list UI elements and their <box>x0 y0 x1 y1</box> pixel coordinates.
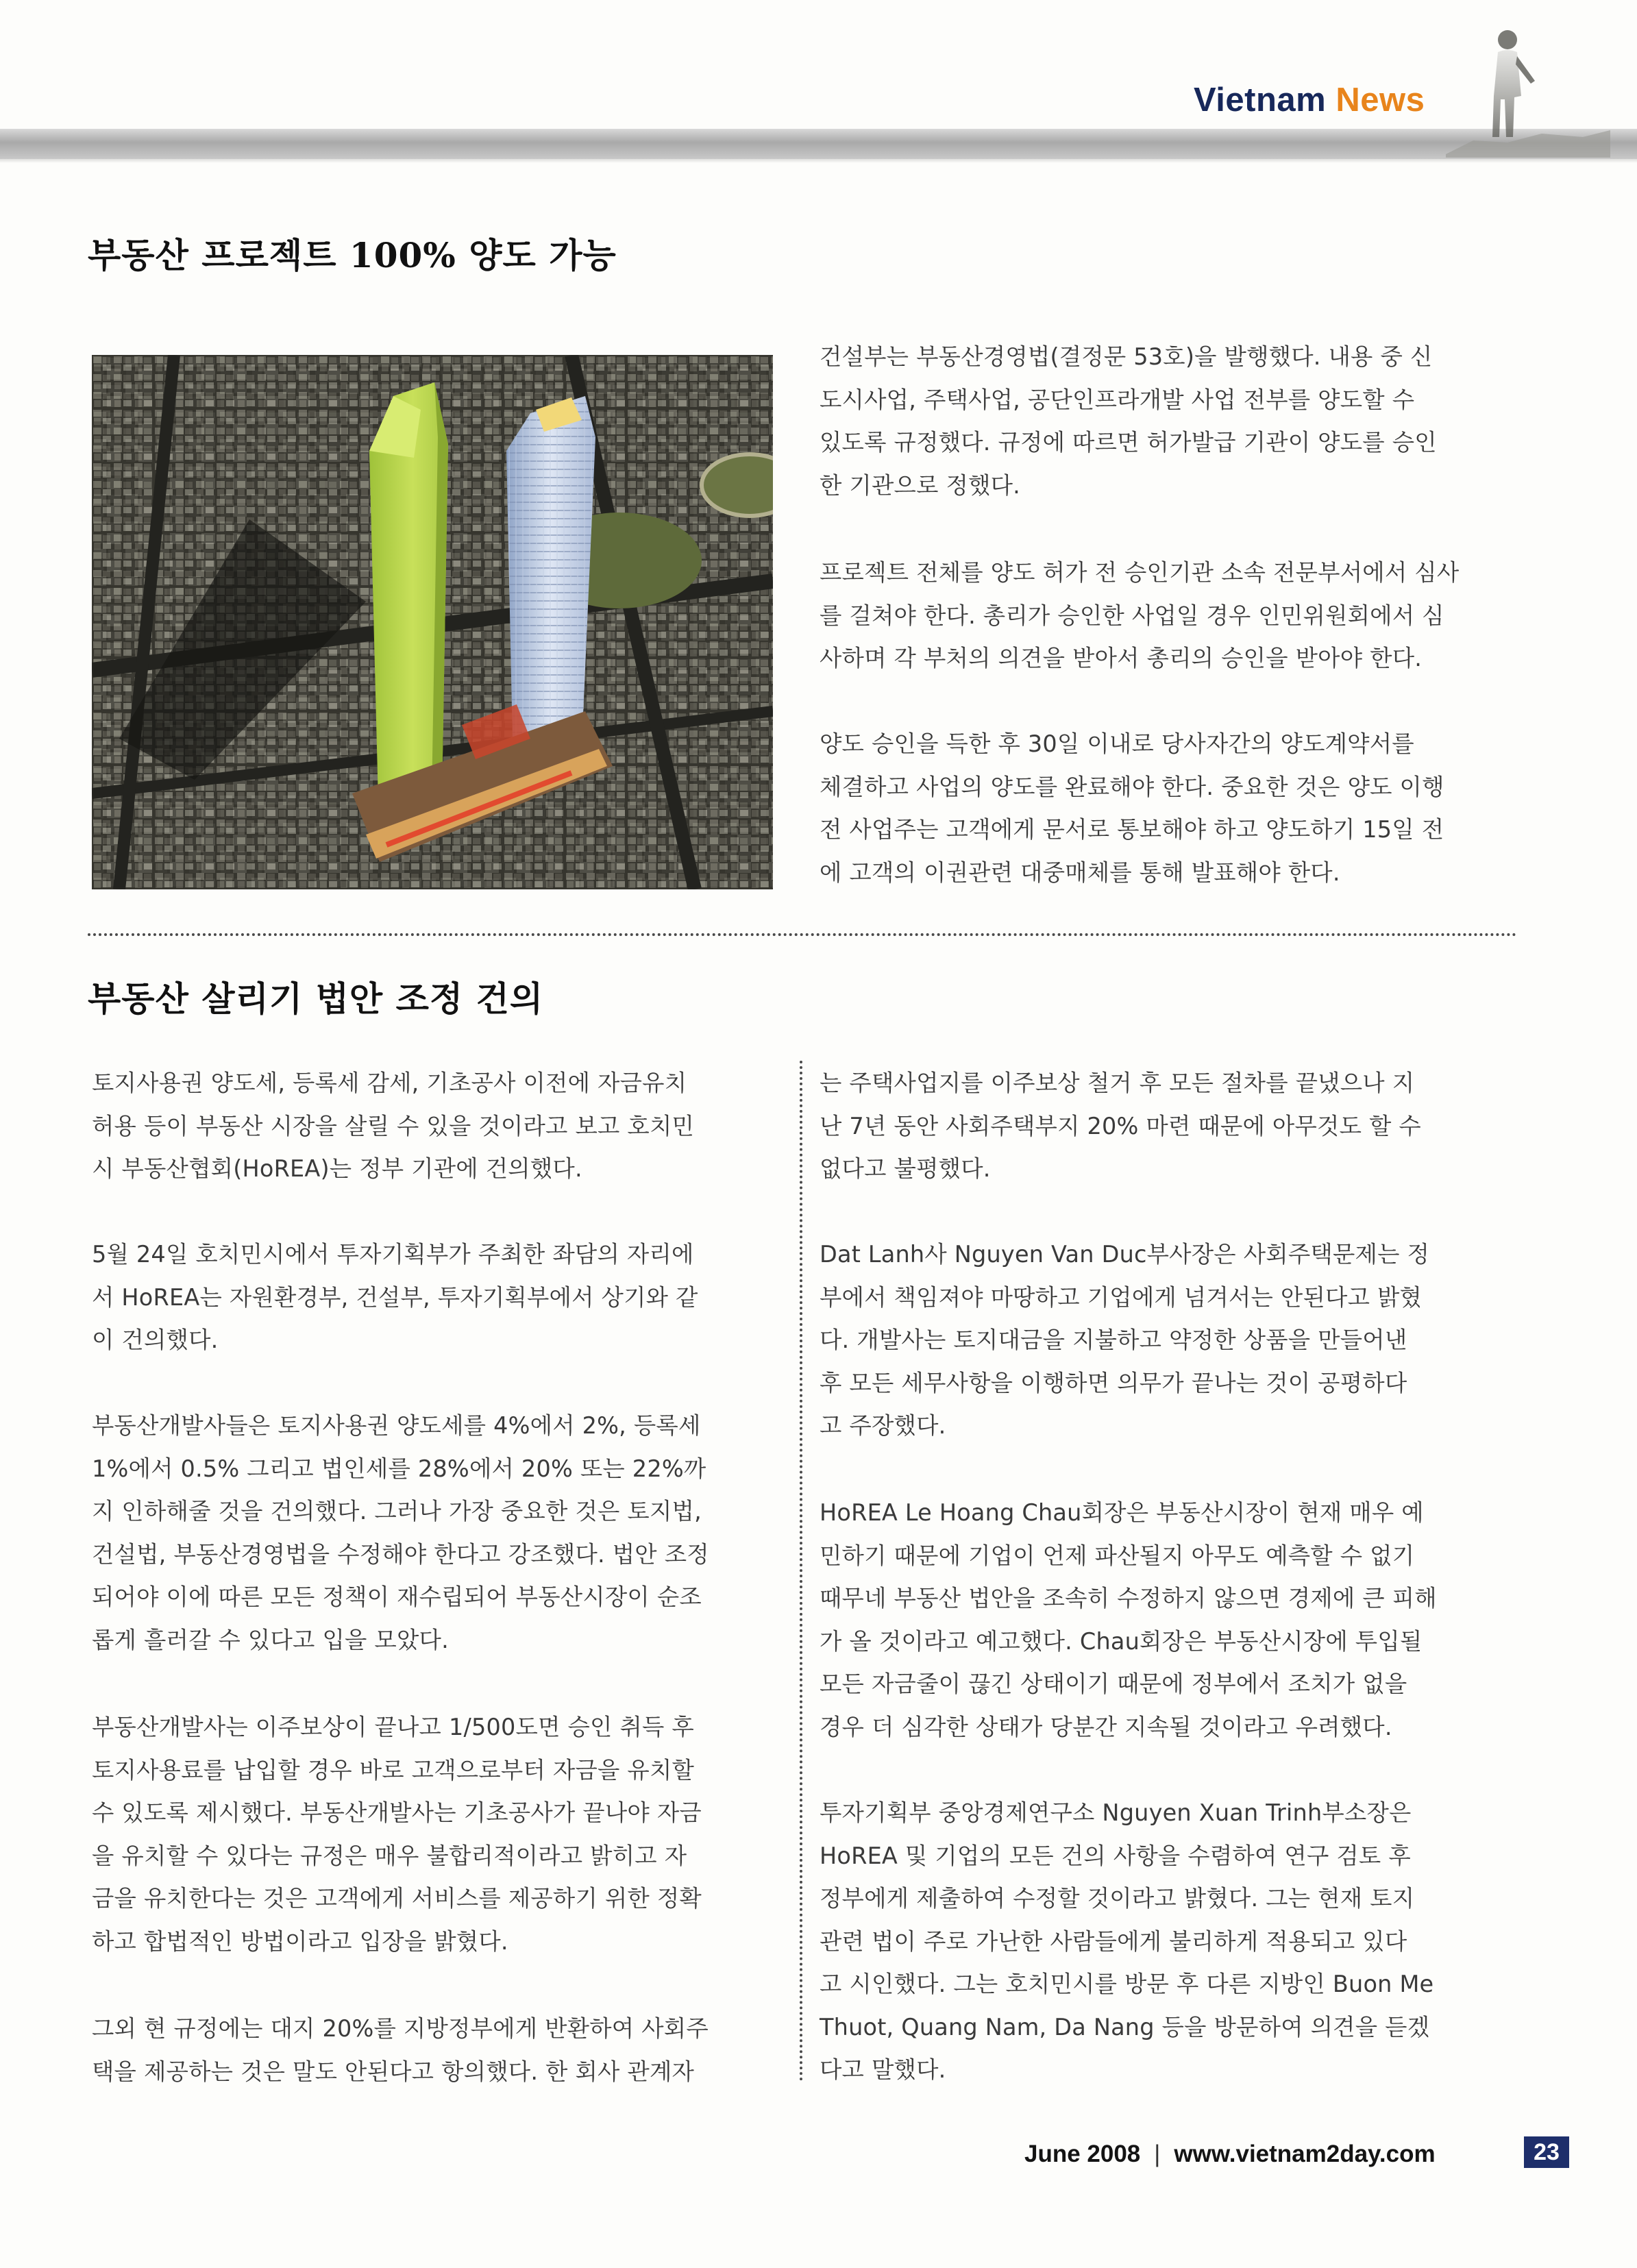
website-url: www.vietnam2day.com <box>1174 2140 1436 2167</box>
brand-word-vietnam: Vietnam <box>1194 82 1327 119</box>
header-band <box>0 129 1637 159</box>
article2-left-paragraph: 토지사용권 양도세, 등록세 감세, 기초공사 이전에 자금유치 허용 등이 부동산 시장을 살릴 수 있을 것이라고 보고 호치민 시 부동산협회(HoREA)는 정부 기관에 건의했다. <box>92 1070 695 1182</box>
article1-headline: 부동산 프로젝트 100% 양도 가능 <box>88 235 617 275</box>
issue-date: June 2008 <box>1024 2140 1141 2167</box>
article2-right-paragraph: HoREA Le Hoang Chau회장은 부동산시장이 현재 매우 예 민하기 때문에 기업이 언제 파산될지 아무도 예측할 수 없기 때무네 부동산 법안을 조속히 수정하지 않으면 경제에 큰 피해 가 올 것이라고 예고했다. Chau회장은 부동산시장에 투입될 모든 자금줄이 끊긴 상태이기 때문에 정부에서 조치가 없을 경우 더 심각한 상태가 당분간 지속될 것이라고 우려했다. <box>820 1499 1437 1740</box>
article2-left-paragraph: 그외 현 규정에는 대지 20%를 지방정부에게 반환하여 사회주 택을 제공하는 것은 말도 안된다고 항의했다. 한 회사 관계자 <box>92 2015 709 2085</box>
page-footer <box>1024 2139 1436 2173</box>
article1-paragraph: 건설부는 부동산경영법(결정문 53호)을 발행했다. 내용 중 신 도시사업, 주택사업, 공단인프라개발 사업 전부를 양도할 수 있도록 규정했다. 규정에 따르면 허가발급 기관이 양도를 승인 한 기관으로 정했다. <box>820 343 1437 499</box>
skyscraper-rendering-image <box>92 355 773 889</box>
article2-headline: 부동산 살리기 법안 조정 건의 <box>88 978 544 1019</box>
column-divider <box>800 1061 802 2082</box>
footer-separator: | <box>1154 2140 1161 2167</box>
article2-left-paragraph: 부동산개발사들은 토지사용권 양도세를 4%에서 2%, 등록세 1%에서 0.5% 그리고 법인세를 28%에서 20% 또는 22%까 지 인하해줄 것을 건의했다. 그러나 가장 중요한 것은 토지법, 건설법, 부동산경영법을 수정해야 한다고 강조했다. 법안 조정 되어야 이에 따른 모든 정책이 재수립되어 부동산시장이 순조 롭게 흘러갈 수 있다고 입을 모았다. <box>92 1412 709 1653</box>
article2-right-paragraph: Dat Lanh사 Nguyen Van Duc부사장은 사회주택문제는 정 부에서 책임져야 마땅하고 기업에게 넘겨서는 안된다고 밝혔 다. 개발사는 토지대금을 지불하고 약정한 상품을 만들어낸 후 모든 세무사항을 이행하면 의무가 끝나는 것이 공평하다 고 주장했다. <box>820 1241 1430 1439</box>
article2-left-paragraph: 부동산개발사는 이주보상이 끝나고 1/500도면 승인 취득 후 토지사용료를 납입할 경우 바로 고객으로부터 자금을 유치할 수 있도록 제시했다. 부동산개발사는 기초공사가 끝나야 자금 을 유치할 수 있다는 규정은 매우 불합리적이라고 밝히고 자 금을 유치한다는 것은 고객에게 서비스를 제공하기 위한 정확 하고 합법적인 방법이라고 입장을 밝혔다. <box>92 1714 702 1955</box>
person-silhouette-icon <box>1446 21 1610 158</box>
article1-paragraph: 양도 승인을 득한 후 30일 이내로 당사자간의 양도계약서를 체결하고 사업의 양도를 완료해야 한다. 중요한 것은 양도 이행 전 사업주는 고객에게 문서로 통보해야 하고 양도하기 15일 전 에 고객의 이권관련 대중매체를 통해 발표해야 한다. <box>820 730 1444 886</box>
article-divider <box>88 933 1517 936</box>
section-brand <box>1194 81 1425 119</box>
article1-paragraph: 프로젝트 전체를 양도 허가 전 승인기관 소속 전문부서에서 심사 를 걸쳐야 한다. 총리가 승인한 사업일 경우 인민위원회에서 심 사하며 각 부처의 의견을 받아서 총리의 승인을 받아야 한다. <box>820 559 1460 671</box>
brand-word-news: News <box>1336 82 1425 119</box>
article2-right-paragraph: 투자기획부 중앙경제연구소 Nguyen Xuan Trinh부소장은 HoREA 및 기업의 모든 건의 사항을 수렴하여 연구 검토 후 정부에게 제출하여 수정할 것이라고 밝혔다. 그는 현재 토지 관련 법이 주로 가난한 사람들에게 불리하게 적용되고 있다 고 시인했다. 그는 호치민시를 방문 후 다른 지방인 Buon Me Thuot, Quang Nam, Da Nang 등을 방문하여 의견을 듣겠 다고 말했다. <box>820 1799 1434 2083</box>
article2-right-paragraph: 는 주택사업지를 이주보상 철거 후 모든 절차를 끝냈으나 지 난 7년 동안 사회주택부지 20% 마련 때문에 아무것도 할 수 없다고 불평했다. <box>820 1070 1421 1182</box>
article2-left-paragraph: 5월 24일 호치민시에서 투자기획부가 주최한 좌담의 자리에 서 HoREA는 자원환경부, 건설부, 투자기획부에서 상기와 같 이 건의했다. <box>92 1241 698 1353</box>
page-number-badge: 23 <box>1524 2136 1569 2168</box>
